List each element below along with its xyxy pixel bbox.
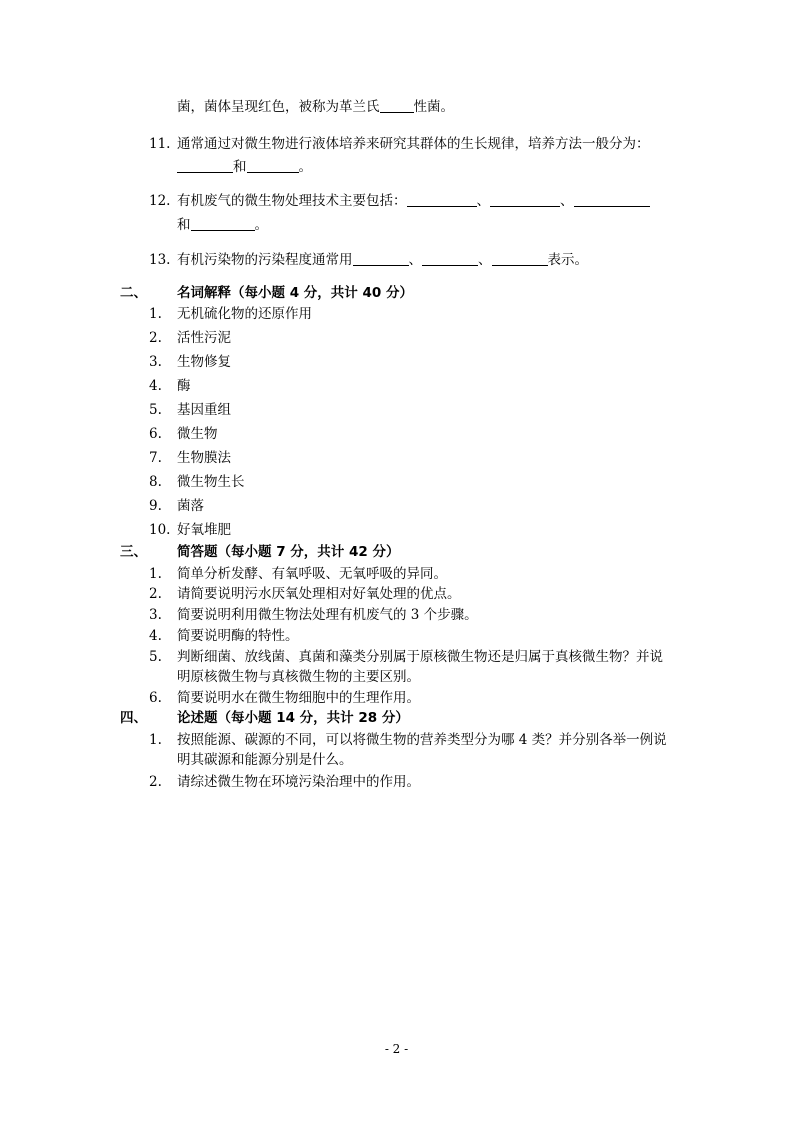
item-number: 6. bbox=[149, 426, 162, 442]
question-text: 有机污染物的污染程度通常用 、 、 表示。 bbox=[177, 252, 588, 268]
item-text: 基因重组 bbox=[177, 402, 231, 418]
item-text: 生物膜法 bbox=[177, 450, 231, 466]
section-title: 简答题（每小题 7 分，共计 42 分） bbox=[177, 544, 400, 560]
item-text: 微生物 bbox=[177, 426, 218, 442]
section-title: 论述题（每小题 14 分，共计 28 分） bbox=[177, 710, 409, 726]
item-text: 判断细菌、放线菌、真菌和藻类分别属于原核微生物还是归属于真核微生物？并说 bbox=[177, 649, 663, 665]
item-text: 请简要说明污水厌氧处理相对好氧处理的优点。 bbox=[177, 586, 461, 602]
question-text-line2: 和 。 bbox=[177, 217, 268, 233]
answer-blank[interactable] bbox=[353, 252, 409, 266]
item-number: 2. bbox=[149, 330, 162, 346]
item-number: 4. bbox=[149, 378, 162, 394]
item-text-continuation: 明原核微生物与真核微生物的主要区别。 bbox=[177, 669, 420, 685]
item-text: 微生物生长 bbox=[177, 474, 245, 490]
item-number: 3. bbox=[149, 607, 162, 623]
item-number: 1. bbox=[149, 732, 162, 748]
answer-blank[interactable] bbox=[490, 193, 560, 207]
q10-continuation: 菌，菌体呈现红色，被称为革兰氏 性菌。 bbox=[177, 99, 454, 115]
answer-blank[interactable] bbox=[247, 159, 299, 173]
section-number: 四、 bbox=[120, 710, 147, 726]
answer-blank[interactable] bbox=[191, 217, 255, 231]
question-number: 12. bbox=[149, 193, 171, 209]
item-text: 生物修复 bbox=[177, 354, 231, 370]
answer-blank[interactable] bbox=[422, 252, 478, 266]
item-number: 3. bbox=[149, 354, 162, 370]
item-text: 无机硫化物的还原作用 bbox=[177, 306, 312, 322]
item-number: 5. bbox=[149, 402, 162, 418]
item-text: 请综述微生物在环境污染治理中的作用。 bbox=[177, 774, 420, 790]
page-number: - 2 - bbox=[384, 1042, 409, 1056]
item-number: 6. bbox=[149, 690, 162, 706]
item-text: 简要说明酶的特性。 bbox=[177, 628, 299, 644]
section-number: 二、 bbox=[120, 285, 147, 301]
answer-blank[interactable] bbox=[407, 193, 477, 207]
item-text: 菌落 bbox=[177, 498, 204, 514]
item-text-continuation: 明其碳源和能源分别是什么。 bbox=[177, 752, 353, 768]
question-text-line2: 和 。 bbox=[177, 158, 312, 176]
item-text: 简单分析发酵、有氧呼吸、无氧呼吸的异同。 bbox=[177, 566, 447, 582]
item-number: 2. bbox=[149, 586, 162, 602]
item-number: 7. bbox=[149, 450, 162, 466]
question-text: 通常通过对微生物进行液体培养来研究其群体的生长规律，培养方法一般分为： bbox=[177, 136, 650, 152]
item-text: 简要说明利用微生物法处理有机废气的 3 个步骤。 bbox=[177, 607, 478, 623]
question-number: 13. bbox=[149, 252, 171, 268]
section-number: 三、 bbox=[120, 544, 147, 560]
answer-blank[interactable] bbox=[492, 252, 548, 266]
item-number: 10. bbox=[149, 522, 171, 538]
item-number: 5. bbox=[149, 649, 162, 665]
item-text: 简要说明水在微生物细胞中的生理作用。 bbox=[177, 690, 420, 706]
section-title: 名词解释（每小题 4 分，共计 40 分） bbox=[177, 285, 413, 301]
answer-blank[interactable] bbox=[574, 193, 650, 207]
item-number: 9. bbox=[149, 498, 162, 514]
item-number: 2. bbox=[149, 774, 162, 790]
item-text: 按照能源、碳源的不同，可以将微生物的营养类型分为哪 4 类？并分别各举一例说 bbox=[177, 732, 667, 748]
item-text: 好氧堆肥 bbox=[177, 522, 231, 538]
item-number: 4. bbox=[149, 628, 162, 644]
item-text: 酶 bbox=[177, 378, 191, 394]
answer-blank[interactable] bbox=[177, 159, 233, 173]
item-number: 1. bbox=[149, 566, 162, 582]
question-text: 有机废气的微生物处理技术主要包括： 、 、 bbox=[177, 192, 650, 210]
item-number: 1. bbox=[149, 306, 162, 322]
question-number: 11. bbox=[149, 136, 171, 152]
item-number: 8. bbox=[149, 474, 162, 490]
item-text: 活性污泥 bbox=[177, 330, 231, 346]
answer-blank[interactable] bbox=[380, 99, 414, 113]
